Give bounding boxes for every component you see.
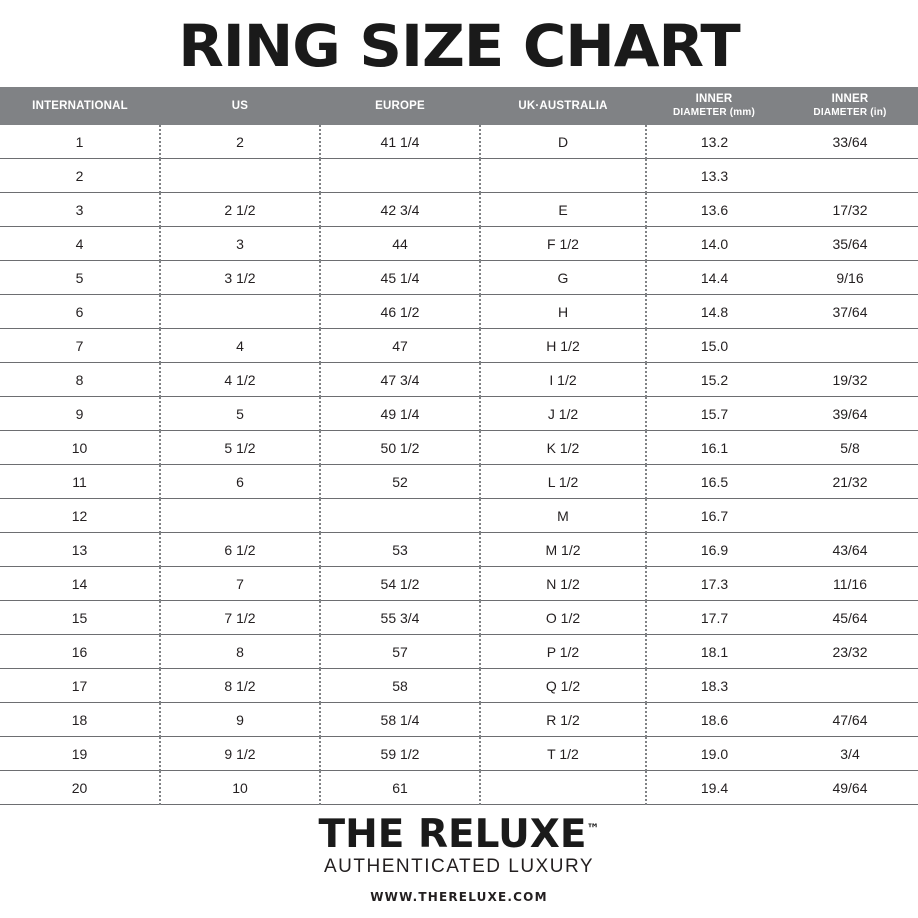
table-cell: 44 xyxy=(320,227,480,261)
table-cell: 20 xyxy=(0,771,160,805)
table-cell: 2 xyxy=(0,159,160,193)
table-cell: 18.1 xyxy=(646,635,782,669)
table-row xyxy=(0,499,918,533)
table-cell: 15 xyxy=(0,601,160,635)
brand-tagline: AUTHENTICATED LUXURY xyxy=(324,856,594,878)
table-cell: P 1/2 xyxy=(480,635,646,669)
column-header-inner-diameter-mm xyxy=(646,87,782,125)
table-cell xyxy=(160,159,320,193)
table-cell: 43/64 xyxy=(782,533,918,567)
table-cell: 58 xyxy=(320,669,480,703)
table-cell: 47 3/4 xyxy=(320,363,480,397)
table-cell: 16.5 xyxy=(646,465,782,499)
table-cell: 16.1 xyxy=(646,431,782,465)
table-cell: 9 xyxy=(160,703,320,737)
table-cell: 45/64 xyxy=(782,601,918,635)
table-cell: 13 xyxy=(0,533,160,567)
table-cell: G xyxy=(480,261,646,295)
table-cell: 16 xyxy=(0,635,160,669)
table-cell: 58 1/4 xyxy=(320,703,480,737)
table-cell: 14.0 xyxy=(646,227,782,261)
table-cell: 54 1/2 xyxy=(320,567,480,601)
table-cell: 1 xyxy=(0,125,160,159)
table-cell: 10 xyxy=(0,431,160,465)
table-cell: 50 1/2 xyxy=(320,431,480,465)
table-cell: 5 xyxy=(0,261,160,295)
table-row xyxy=(0,227,918,261)
brand-name xyxy=(318,812,600,858)
table-cell: 10 xyxy=(160,771,320,805)
table-cell: 7 1/2 xyxy=(160,601,320,635)
table-cell: 5 1/2 xyxy=(160,431,320,465)
table-cell: 6 1/2 xyxy=(160,533,320,567)
table-cell: 46 1/2 xyxy=(320,295,480,329)
table-cell: 4 xyxy=(0,227,160,261)
table-row xyxy=(0,295,918,329)
column-header-international-label: INTERNATIONAL xyxy=(32,99,128,112)
table-cell: M xyxy=(480,499,646,533)
table-cell: 9 xyxy=(0,397,160,431)
table-cell: 45 1/4 xyxy=(320,261,480,295)
table-cell xyxy=(320,499,480,533)
table-row xyxy=(0,635,918,669)
table-cell: 2 1/2 xyxy=(160,193,320,227)
table-cell: 14 xyxy=(0,567,160,601)
table-cell: K 1/2 xyxy=(480,431,646,465)
table-cell: 59 1/2 xyxy=(320,737,480,771)
table-cell xyxy=(782,499,918,533)
table-cell: R 1/2 xyxy=(480,703,646,737)
column-header-international xyxy=(0,87,160,125)
table-cell xyxy=(160,295,320,329)
table-cell: 15.0 xyxy=(646,329,782,363)
table-cell: 3 xyxy=(0,193,160,227)
table-cell: F 1/2 xyxy=(480,227,646,261)
table-cell: 57 xyxy=(320,635,480,669)
column-header-us-label: US xyxy=(231,99,249,112)
table-cell: 17.3 xyxy=(646,567,782,601)
table-row xyxy=(0,465,918,499)
table-cell: O 1/2 xyxy=(480,601,646,635)
column-header-inner-diameter-in-sub: DIAMETER (in) xyxy=(813,107,887,119)
table-cell: H xyxy=(480,295,646,329)
table-cell: 16.9 xyxy=(646,533,782,567)
table-cell: H 1/2 xyxy=(480,329,646,363)
column-header-uk-australia xyxy=(480,87,646,125)
table-cell: 5/8 xyxy=(782,431,918,465)
table-cell: L 1/2 xyxy=(480,465,646,499)
column-header-us xyxy=(160,87,320,125)
table-cell xyxy=(320,159,480,193)
brand-name-text: THE RELUXE xyxy=(318,812,587,858)
table-cell: 33/64 xyxy=(782,125,918,159)
table-cell: 3 xyxy=(160,227,320,261)
column-header-inner-diameter-mm-sub: DIAMETER (mm) xyxy=(672,107,756,119)
table-header-row xyxy=(0,87,918,125)
table-body xyxy=(0,125,918,805)
table-cell: 42 3/4 xyxy=(320,193,480,227)
column-header-europe xyxy=(320,87,480,125)
table-cell: 8 xyxy=(160,635,320,669)
table-cell: D xyxy=(480,125,646,159)
table-row xyxy=(0,397,918,431)
table-cell: I 1/2 xyxy=(480,363,646,397)
table-cell xyxy=(480,771,646,805)
table-cell: 19 xyxy=(0,737,160,771)
page-title: RING SIZE CHART xyxy=(178,12,740,80)
table-row xyxy=(0,159,918,193)
table-cell: 21/32 xyxy=(782,465,918,499)
column-header-inner-diameter-in xyxy=(782,87,918,125)
table-cell: 6 xyxy=(160,465,320,499)
website-url: WWW.THERELUXE.COM xyxy=(370,890,548,905)
table-cell xyxy=(160,499,320,533)
table-cell: 41 1/4 xyxy=(320,125,480,159)
table-cell: 13.6 xyxy=(646,193,782,227)
table-cell: 37/64 xyxy=(782,295,918,329)
table-cell: 61 xyxy=(320,771,480,805)
table-row xyxy=(0,601,918,635)
table-row xyxy=(0,533,918,567)
table-cell xyxy=(782,159,918,193)
table-cell: 47/64 xyxy=(782,703,918,737)
table-cell: 8 1/2 xyxy=(160,669,320,703)
table-cell: 23/32 xyxy=(782,635,918,669)
table-cell xyxy=(782,329,918,363)
table-cell: J 1/2 xyxy=(480,397,646,431)
table-row xyxy=(0,567,918,601)
table-cell: 39/64 xyxy=(782,397,918,431)
table-cell: 53 xyxy=(320,533,480,567)
column-header-uk-australia-label: UK·AUSTRALIA xyxy=(518,99,608,112)
ring-size-table xyxy=(0,87,918,805)
trademark-symbol: ™ xyxy=(586,822,600,838)
table-cell: 11 xyxy=(0,465,160,499)
column-header-europe-label: EUROPE xyxy=(375,99,425,112)
table-cell: 49/64 xyxy=(782,771,918,805)
column-header-inner-diameter-mm-label: INNER xyxy=(695,92,733,105)
table-row xyxy=(0,771,918,805)
table-cell: 8 xyxy=(0,363,160,397)
table-cell: 7 xyxy=(160,567,320,601)
table-row xyxy=(0,737,918,771)
table-row xyxy=(0,363,918,397)
table-cell xyxy=(480,159,646,193)
table-cell: N 1/2 xyxy=(480,567,646,601)
table-cell: 2 xyxy=(160,125,320,159)
table-row xyxy=(0,261,918,295)
table-row xyxy=(0,329,918,363)
table-cell: 9 1/2 xyxy=(160,737,320,771)
table-cell: 47 xyxy=(320,329,480,363)
table-cell: 49 1/4 xyxy=(320,397,480,431)
table-cell: 17/32 xyxy=(782,193,918,227)
table-cell: 6 xyxy=(0,295,160,329)
table-cell: 16.7 xyxy=(646,499,782,533)
table-cell: 55 3/4 xyxy=(320,601,480,635)
table-cell: 9/16 xyxy=(782,261,918,295)
table-cell: 19.0 xyxy=(646,737,782,771)
table-cell: E xyxy=(480,193,646,227)
table-row xyxy=(0,125,918,159)
table-cell: 15.2 xyxy=(646,363,782,397)
table-cell: 15.7 xyxy=(646,397,782,431)
table-cell: 3 1/2 xyxy=(160,261,320,295)
table-cell: 35/64 xyxy=(782,227,918,261)
table-cell: 5 xyxy=(160,397,320,431)
table-cell: 18.6 xyxy=(646,703,782,737)
table-cell: T 1/2 xyxy=(480,737,646,771)
table-cell: 7 xyxy=(0,329,160,363)
table-cell: 14.8 xyxy=(646,295,782,329)
table-cell: Q 1/2 xyxy=(480,669,646,703)
table-cell: 14.4 xyxy=(646,261,782,295)
table-cell: 13.3 xyxy=(646,159,782,193)
footer xyxy=(0,805,918,904)
table-row xyxy=(0,669,918,703)
table-row xyxy=(0,431,918,465)
table-row xyxy=(0,703,918,737)
table-cell: 19/32 xyxy=(782,363,918,397)
table-cell: 18.3 xyxy=(646,669,782,703)
table-cell: 17.7 xyxy=(646,601,782,635)
table-cell: 11/16 xyxy=(782,567,918,601)
table-cell: 3/4 xyxy=(782,737,918,771)
column-header-inner-diameter-in-label: INNER xyxy=(831,92,869,105)
table-cell: 4 1/2 xyxy=(160,363,320,397)
table-cell: M 1/2 xyxy=(480,533,646,567)
table-cell xyxy=(782,669,918,703)
table-cell: 12 xyxy=(0,499,160,533)
table-cell: 52 xyxy=(320,465,480,499)
table-cell: 18 xyxy=(0,703,160,737)
table-cell: 13.2 xyxy=(646,125,782,159)
table-cell: 17 xyxy=(0,669,160,703)
table-cell: 4 xyxy=(160,329,320,363)
table-row xyxy=(0,193,918,227)
table-cell: 19.4 xyxy=(646,771,782,805)
